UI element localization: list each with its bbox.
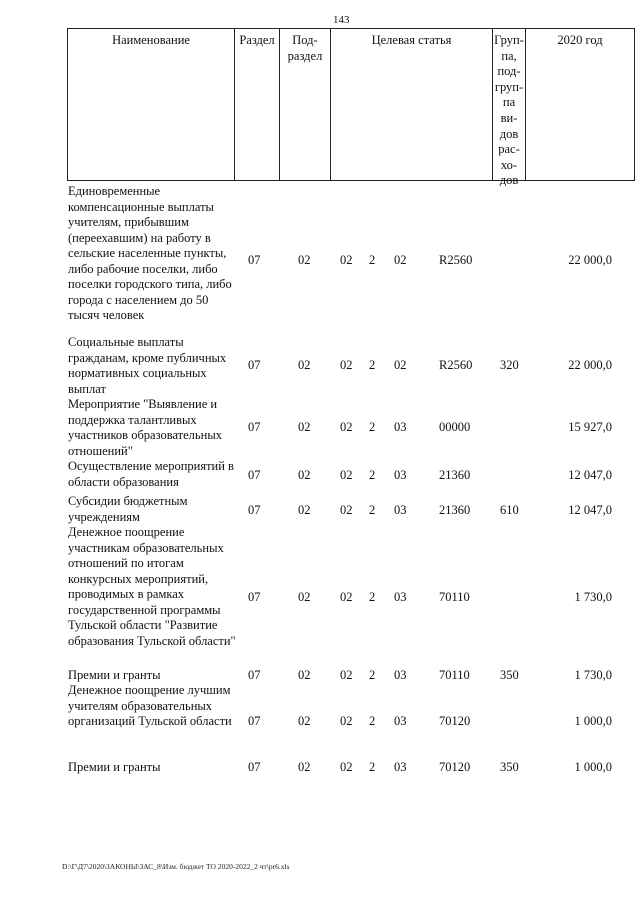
row-razdel: 07 [248,668,261,682]
row-razdel: 07 [248,760,261,774]
row-sum: 1 730,0 [574,590,612,604]
row-cs-program: 02 [340,590,353,604]
row-podrazdel: 02 [298,468,311,482]
row-cs-direction: R2560 [439,358,473,372]
row-cs-program: 02 [340,668,353,682]
header-gruppa: Груп- па, под- груп- па ви- дов рас- хо- дов [494,33,524,188]
row-cs-event: 03 [394,714,407,728]
row-cs-event: 03 [394,590,407,604]
row-cs-direction: 21360 [439,503,471,517]
row-cs-subprogram: 2 [369,468,376,482]
row-sum: 1 730,0 [574,668,612,682]
row-cs-subprogram: 2 [369,590,376,604]
row-vid: 610 [500,503,519,517]
row-name: Осуществление мероприятий в области образования [68,459,234,489]
row-cs-program: 02 [340,468,353,482]
row-cs-subprogram: 2 [369,714,376,728]
row-name: Денежное поощрение участникам образовательных отношений по итогам конкурсных мероприятий, проводимых в рамках государственной программы Тульской области "Развитие образования Тульской области" [68,525,236,648]
row-cs-subprogram: 2 [369,503,376,517]
row-podrazdel: 02 [298,760,311,774]
row-sum: 22 000,0 [568,358,612,372]
row-cs-program: 02 [340,503,353,517]
header-razdel: Раздел [239,33,275,47]
row-cs-program: 02 [340,420,353,434]
row-name: Мероприятие "Выявление и поддержка талантливых участников образовательных отношений" [68,397,222,458]
row-cs-event: 03 [394,760,407,774]
row-razdel: 07 [248,420,261,434]
row-cs-program: 02 [340,358,353,372]
row-cs-direction: R2560 [439,253,473,267]
row-cs-subprogram: 2 [369,253,376,267]
row-cs-event: 03 [394,503,407,517]
row-name: Премии и гранты [68,760,161,774]
row-podrazdel: 02 [298,668,311,682]
row-sum: 1 000,0 [574,714,612,728]
row-cs-event: 03 [394,668,407,682]
row-cs-program: 02 [340,714,353,728]
row-podrazdel: 02 [298,503,311,517]
row-cs-event: 02 [394,253,407,267]
row-razdel: 07 [248,714,261,728]
row-cs-program: 02 [340,253,353,267]
row-cs-event: 02 [394,358,407,372]
row-cs-subprogram: 2 [369,668,376,682]
row-sum: 12 047,0 [568,503,612,517]
header-podrazdel: Под- раздел [287,33,323,63]
row-name: Субсидии бюджетным учреждениям [68,494,188,524]
row-podrazdel: 02 [298,358,311,372]
row-podrazdel: 02 [298,714,311,728]
row-podrazdel: 02 [298,253,311,267]
row-podrazdel: 02 [298,420,311,434]
row-razdel: 07 [248,358,261,372]
header-year: 2020 год [557,33,603,47]
row-name: Премии и гранты [68,668,161,682]
row-razdel: 07 [248,253,261,267]
row-vid: 350 [500,668,519,682]
row-sum: 15 927,0 [568,420,612,434]
row-razdel: 07 [248,503,261,517]
row-cs-direction: 70120 [439,714,471,728]
row-cs-direction: 21360 [439,468,471,482]
row-cs-direction: 70120 [439,760,471,774]
header-celevaya: Целевая статья [371,33,452,47]
row-name: Единовременные компенсационные выплаты учителям, прибывшим (переехавшим) на работу в сельские населенные пункты, либо рабочие поселки, либо поселки городского типа, либо города с населением до 50 тысяч человек [68,184,232,322]
header-name: Наименование [112,33,190,47]
row-sum: 12 047,0 [568,468,612,482]
row-cs-subprogram: 2 [369,420,376,434]
row-razdel: 07 [248,590,261,604]
row-cs-direction: 00000 [439,420,471,434]
row-razdel: 07 [248,468,261,482]
row-cs-subprogram: 2 [369,760,376,774]
row-podrazdel: 02 [298,590,311,604]
row-sum: 1 000,0 [574,760,612,774]
row-cs-program: 02 [340,760,353,774]
row-name: Социальные выплаты гражданам, кроме публичных нормативных социальных выплат [68,335,227,396]
row-cs-event: 03 [394,468,407,482]
footer-file-path: D:\Г\Д7\2020\ЗАКОНЫ\ЗАС_8\Изм. бюджет ТО 2020-2022_2 чт\рr6.xls [62,862,290,871]
row-vid: 350 [500,760,519,774]
row-cs-direction: 70110 [439,668,470,682]
row-name: Денежное поощрение лучшим учителям образовательных организаций Тульской области [68,683,232,728]
row-cs-event: 03 [394,420,407,434]
row-vid: 320 [500,358,519,372]
page-number: 143 [333,14,350,26]
row-cs-direction: 70110 [439,590,470,604]
row-cs-subprogram: 2 [369,358,376,372]
row-sum: 22 000,0 [568,253,612,267]
